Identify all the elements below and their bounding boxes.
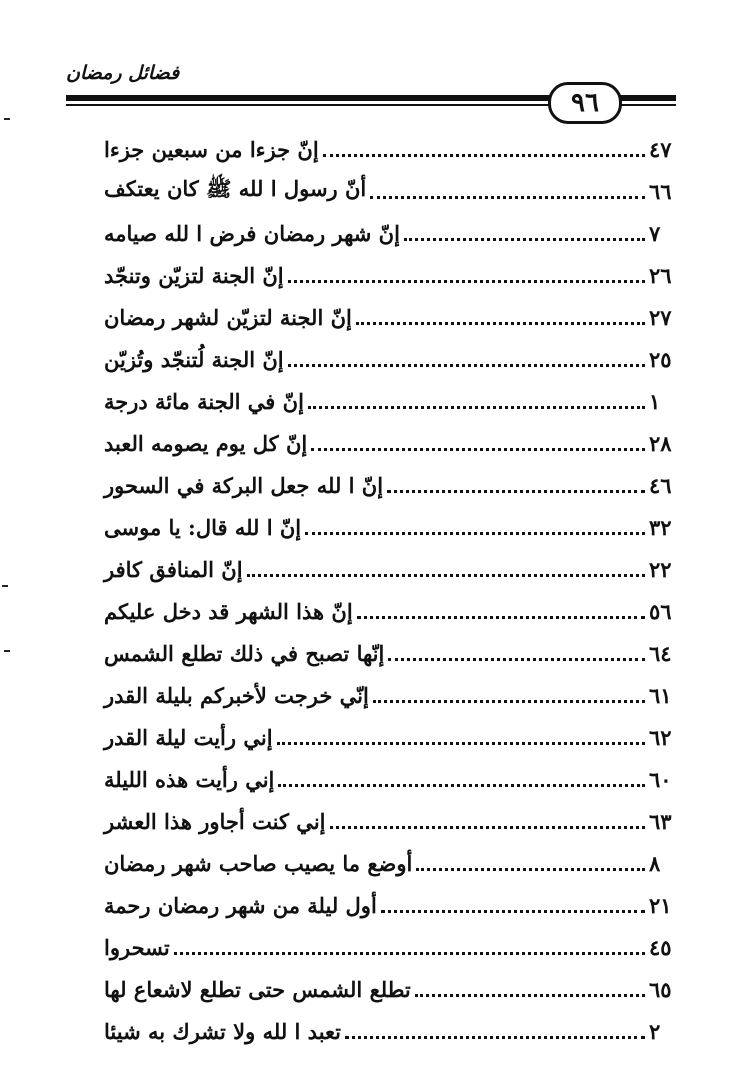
entry-text: إنّ ا لله قال: يا موسى: [104, 514, 302, 540]
entry-text: تطلع الشمس حتى تطلع لاشعاع لها: [104, 976, 411, 1002]
dot-leader: [174, 952, 645, 955]
index-entry: [100, 968, 685, 1010]
dot-leader: [288, 280, 645, 283]
entry-text: إنّ شهر رمضان فرض ا لله صيامه: [104, 220, 400, 246]
dot-leader: [415, 994, 645, 997]
dot-leader: [311, 448, 645, 451]
index-entry: [100, 800, 685, 842]
entry-text: إنّي خرجت لأخبركم بليلة القدر: [104, 682, 369, 708]
index-entry: [100, 380, 685, 422]
dot-leader: [330, 826, 646, 829]
entry-page-number: ٦٠: [649, 766, 672, 792]
entry-page-number: ٣٢: [649, 514, 672, 540]
margin-mark: [4, 650, 10, 652]
dot-leader: [370, 196, 645, 199]
index-entry: [100, 170, 685, 212]
index-entry: [100, 128, 685, 170]
index-entry: [100, 884, 685, 926]
entry-page-number: ٤٧: [649, 136, 672, 162]
index-list: [100, 128, 685, 1052]
header-title: فضائل رمضان: [66, 62, 180, 84]
entry-page-number: ٢١: [649, 892, 672, 918]
index-entry: [100, 338, 685, 380]
entry-page-number: ٢٧: [649, 304, 672, 330]
entry-page-number: ٥٦: [649, 598, 672, 624]
entry-page-number: ٦٦: [649, 178, 672, 204]
margin-mark: [2, 585, 8, 587]
entry-page-number: ٤٦: [649, 472, 672, 498]
dot-leader: [357, 616, 645, 619]
entry-text: أنّ رسول ا لله ﷺ كان يعتكف: [104, 175, 367, 201]
entry-page-number: ٢٥: [649, 346, 672, 372]
entry-page-number: ٦٣: [649, 808, 672, 834]
index-entry: [100, 506, 685, 548]
index-entry: [100, 464, 685, 506]
entry-page-number: ٦٢: [649, 724, 672, 750]
dot-leader: [305, 532, 645, 535]
index-entry: [100, 632, 685, 674]
entry-page-number: ٢: [649, 1018, 661, 1044]
entry-text: إني رأيت ليلة القدر: [104, 724, 273, 750]
entry-page-number: ٧: [649, 220, 661, 246]
index-entry: [100, 254, 685, 296]
index-entry: [100, 716, 685, 758]
entry-text: إنّ المنافق كافر: [104, 556, 243, 582]
entry-page-number: ١: [649, 388, 661, 414]
dot-leader: [323, 154, 645, 157]
dot-leader: [247, 574, 645, 577]
page-header: [0, 0, 739, 130]
index-entry: [100, 548, 685, 590]
entry-text: إنّ كل يوم يصومه العبد: [104, 430, 308, 456]
dot-leader: [345, 1036, 645, 1039]
entry-text: أول ليلة من شهر رمضان رحمة: [104, 892, 377, 918]
dot-leader: [288, 364, 645, 367]
dot-leader: [373, 700, 645, 703]
entry-page-number: ٢٨: [649, 430, 672, 456]
entry-text: إني رأيت هذه الليلة: [104, 766, 275, 792]
entry-text: إني كنت أجاور هذا العشر: [104, 808, 326, 834]
entry-text: تسحروا: [104, 934, 170, 960]
dot-leader: [308, 406, 645, 409]
entry-text: إنّ الجنة لتزيّن وتنجّد: [104, 262, 284, 288]
entry-text: إنّ جزءا من سبعين جزءا: [104, 136, 319, 162]
dot-leader: [381, 910, 645, 913]
dot-leader: [416, 868, 645, 871]
index-entry: [100, 674, 685, 716]
margin-mark: [4, 118, 10, 120]
entry-page-number: ٢٦: [649, 262, 672, 288]
entry-page-number: ٦٤: [649, 640, 672, 666]
entry-page-number: ٦٥: [649, 976, 672, 1002]
index-entry: [100, 422, 685, 464]
entry-text: إنّ هذا الشهر قد دخل عليكم: [104, 598, 353, 624]
index-entry: [100, 590, 685, 632]
entry-page-number: ٦١: [649, 682, 672, 708]
index-entry: [100, 212, 685, 254]
index-entry: [100, 926, 685, 968]
entry-text: إنّ في الجنة مائة درجة: [104, 388, 304, 414]
dot-leader: [404, 238, 645, 241]
dot-leader: [278, 784, 645, 787]
index-entry: [100, 842, 685, 884]
entry-page-number: ٨: [649, 850, 661, 876]
index-entry: [100, 758, 685, 800]
dot-leader: [277, 742, 645, 745]
page-number: ٩٦: [548, 82, 622, 124]
index-entry: [100, 1010, 685, 1052]
entry-page-number: ٤٥: [649, 934, 672, 960]
entry-text: تعبد ا لله ولا تشرك به شيئا: [104, 1018, 342, 1044]
entry-text: إنّها تصبح في ذلك تطلع الشمس: [104, 640, 385, 666]
index-entry: [100, 296, 685, 338]
entry-text: إنّ الجنة لُتنجّد وتُزيّن: [104, 346, 284, 372]
dot-leader: [388, 658, 645, 661]
entry-text: أوضع ما يصيب صاحب شهر رمضان: [104, 850, 413, 876]
entry-text: إنّ ا لله جعل البركة في السحور: [104, 472, 384, 498]
entry-page-number: ٢٢: [649, 556, 672, 582]
entry-text: إنّ الجنة لتزيّن لشهر رمضان: [104, 304, 352, 330]
dot-leader: [387, 490, 645, 493]
dot-leader: [356, 322, 645, 325]
